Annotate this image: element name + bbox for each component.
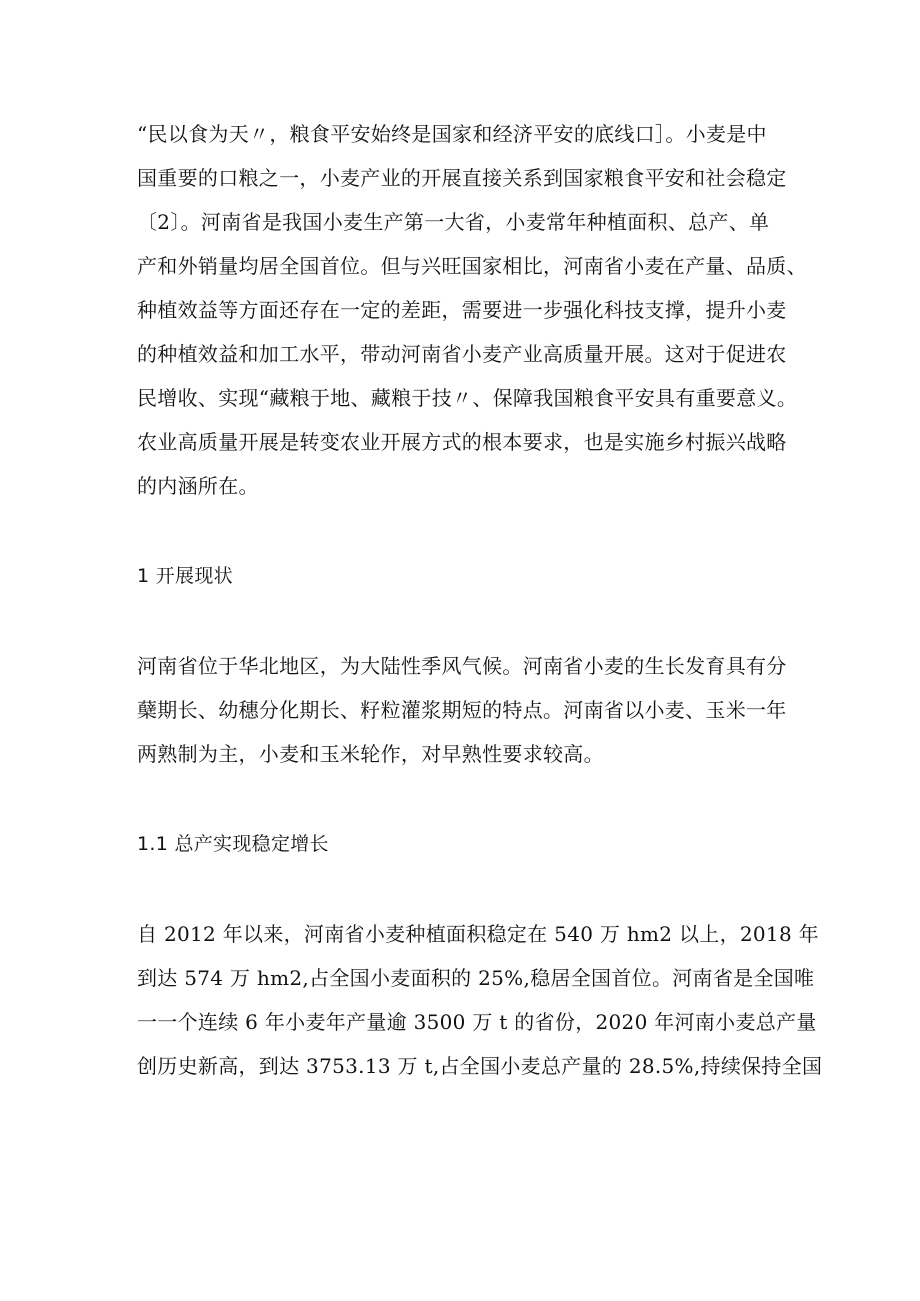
intro-line-4: 产和外销量均居全国首位。但与兴旺国家相比，河南省小麦在产量、品质、 xyxy=(137,254,807,278)
section-1-line-3: 两熟制为主，小麦和玉米轮作，对早熟性要求较高。 xyxy=(137,742,604,766)
section-1-1-line-1: 自 2012 年以来，河南省小麦种植面积稳定在 540 万 hm2 以上，2018 年 xyxy=(137,922,819,946)
section-1-1-line-3: 一一个连续 6 年小麦年产量逾 3500 万 t 的省份，2020 年河南小麦总产量 xyxy=(137,1010,817,1034)
intro-line-8: 农业高质量开展是转变农业开展方式的根本要求，也是实施乡村振兴战略 xyxy=(137,430,787,454)
section-1-heading: 1 开展现状 xyxy=(137,565,233,587)
intro-line-7: 民增收、实现“藏粮于地、藏粮于技〃、保障我国粮食平安具有重要意义。 xyxy=(137,386,798,410)
section-1-line-1: 河南省位于华北地区，为大陆性季风气候。河南省小麦的生长发育具有分 xyxy=(137,654,787,678)
section-1-1-line-2: 到达 574 万 hm2,占全国小麦面积的 25%,稳居全国首位。河南省是全国唯 xyxy=(137,966,815,990)
intro-line-1: “民以食为天〃，粮食平安始终是国家和经济平安的底线口］。小麦是中 xyxy=(137,122,767,146)
intro-line-2: 国重要的口粮之一，小麦产业的开展直接关系到国家粮食平安和社会稳定 xyxy=(137,166,787,190)
intro-line-5: 种植效益等方面还存在一定的差距，需要进一步强化科技支撑，提升小麦 xyxy=(137,298,787,322)
intro-line-9: 的内涵所在。 xyxy=(137,474,259,498)
section-1-1-line-4: 创历史新高，到达 3753.13 万 t,占全国小麦总产量的 28.5%,持续保持全国 xyxy=(137,1054,823,1078)
section-1-line-2: 蘖期长、幼穗分化期长、籽粒灌浆期短的特点。河南省以小麦、玉米一年 xyxy=(137,698,787,722)
intro-line-6: 的种植效益和加工水平，带动河南省小麦产业高质量开展。这对于促进农 xyxy=(137,342,787,366)
section-1-1-heading: 1.1 总产实现稳定增长 xyxy=(137,833,329,855)
intro-line-3: 〔2〕。河南省是我国小麦生产第一大省，小麦常年种植面积、总产、单 xyxy=(137,210,770,234)
